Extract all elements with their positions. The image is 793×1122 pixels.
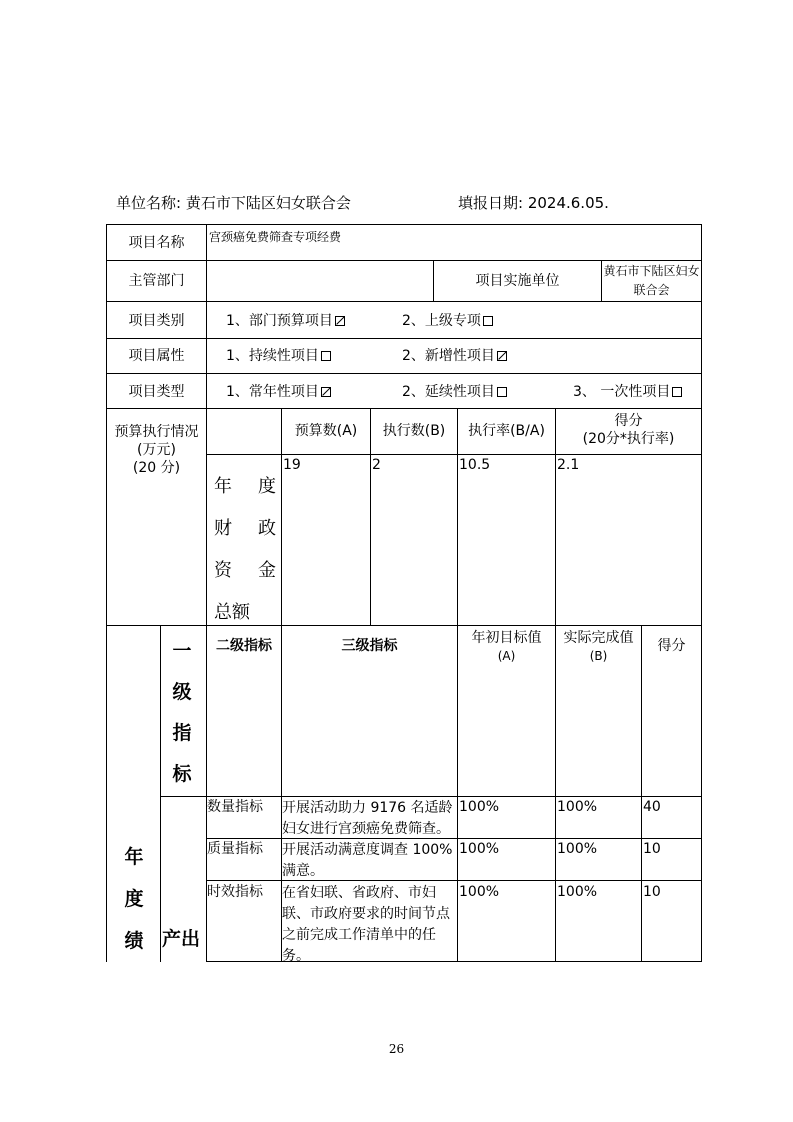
project-name-label: 项目名称 — [128, 235, 185, 251]
impl-unit-label: 项目实施单位 — [475, 273, 560, 289]
attribute-option-2: 2、新增性项目 — [402, 347, 507, 365]
level3-col-header: 三级指标 — [341, 638, 398, 654]
indicator-score-col-header: 得分 — [657, 638, 686, 654]
actual-col-header: 实际完成值 (B) — [563, 630, 634, 663]
category-option-2: 2、上级专项 — [402, 312, 493, 330]
rate-col-header: 执行率(B/A) — [468, 423, 545, 439]
budget-section-label: 预算执行情况 (万元) (20 分) — [114, 424, 199, 476]
budget-col-header: 预算数(A) — [294, 423, 358, 439]
level2-col-header: 二级指标 — [216, 638, 272, 654]
level2-cell: 质量指标 — [207, 841, 263, 857]
score-cell: 10 — [643, 884, 661, 900]
unchecked-box-icon — [321, 351, 331, 361]
level3-cell: 开展活动满意度调查 100%满意。 — [282, 842, 453, 879]
annual-fiscal-total-label: 年 度 财 政 资 金 总额 — [214, 476, 276, 623]
report-date-label: 填报日期: 2024.6.05. — [458, 194, 609, 212]
type-option-3: 3、 一次性项目 — [573, 383, 682, 401]
target-cell: 100% — [459, 841, 500, 857]
rate-value: 10.5 — [459, 457, 491, 473]
unchecked-box-icon — [497, 387, 507, 397]
budget-value: 19 — [283, 457, 301, 473]
level3-cell: 开展活动助力 9176 名适龄妇女进行宫颈癌免费筛查。 — [282, 800, 453, 837]
type-option-2: 2、延续性项目 — [402, 383, 507, 401]
actual-cell: 100% — [557, 799, 598, 815]
type-option-1: 1、常年性项目 — [226, 383, 331, 401]
exec-col-header: 执行数(B) — [382, 423, 446, 439]
unit-name-label: 单位名称: 黄石市下陆区妇女联合会 — [116, 194, 351, 212]
attribute-option-1: 1、持续性项目 — [226, 347, 331, 365]
target-cell: 100% — [459, 799, 500, 815]
score-col-header: 得分 (20分*执行率) — [582, 413, 675, 447]
checked-box-icon — [321, 387, 331, 397]
dept-label: 主管部门 — [128, 273, 185, 289]
level3-cell: 在省妇联、省政府、市妇联、市政府要求的时间节点之前完成工作清单中的任务。 — [282, 885, 450, 964]
level2-cell: 时效指标 — [207, 884, 263, 900]
impl-unit-value: 黄石市下陆区妇女联合会 — [603, 264, 700, 297]
category-label: 项目类别 — [128, 313, 185, 329]
target-col-header: 年初目标值 (A) — [471, 630, 542, 663]
actual-cell: 100% — [557, 841, 598, 857]
type-label: 项目类型 — [128, 384, 185, 400]
attribute-label: 项目属性 — [128, 348, 185, 364]
score-cell: 10 — [643, 841, 661, 857]
checked-box-icon — [497, 351, 507, 361]
performance-side-label: 年 度 绩 — [124, 846, 144, 952]
unchecked-box-icon — [672, 387, 682, 397]
actual-cell: 100% — [557, 884, 598, 900]
score-value: 2.1 — [557, 457, 580, 473]
level1-indicator-label: 一 级 指 标 — [172, 640, 192, 785]
page-number: 26 — [388, 1042, 405, 1056]
unchecked-box-icon — [483, 316, 493, 326]
exec-value: 2 — [372, 457, 381, 473]
level2-cell: 数量指标 — [207, 799, 263, 815]
target-cell: 100% — [459, 884, 500, 900]
category-option-1: 1、部门预算项目 — [226, 312, 345, 330]
score-cell: 40 — [643, 799, 661, 815]
checked-box-icon — [335, 316, 345, 326]
output-label: 产出 — [162, 928, 201, 950]
project-name-value: 宫颈癌免费筛查专项经费 — [209, 230, 342, 244]
